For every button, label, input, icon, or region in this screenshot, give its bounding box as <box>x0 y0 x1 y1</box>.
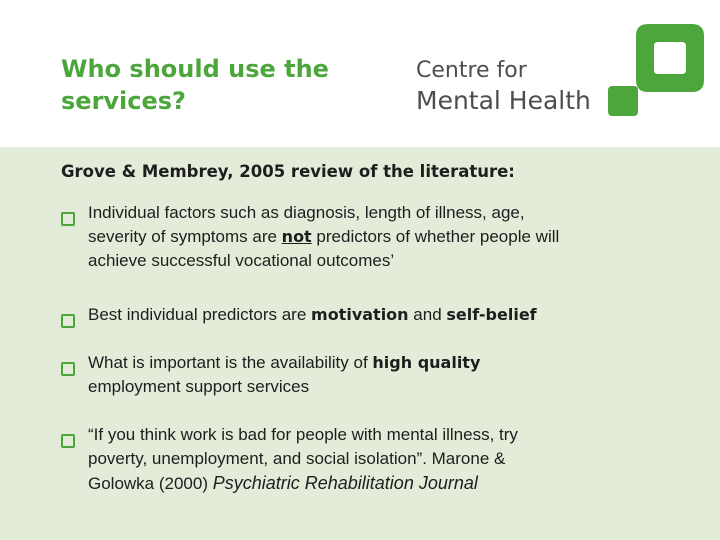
bullet-text <box>88 423 678 496</box>
bullet-square-icon <box>61 434 75 448</box>
text-run: What is important is the availability of <box>88 353 373 372</box>
content-panel <box>0 147 720 540</box>
bullet-text <box>88 201 678 273</box>
bullet-text <box>88 303 678 327</box>
bullet-line: achieve successful vocational outcomes’ <box>88 251 395 270</box>
journal-title: Psychiatric Rehabilitation Journal <box>212 473 478 493</box>
logo-line-2: Mental Health <box>416 86 591 115</box>
slide-title <box>61 53 391 117</box>
underlined-emphasis: not <box>281 227 312 246</box>
slide-header <box>0 0 720 147</box>
bullet-line: employment support services <box>88 377 310 396</box>
bullet-line <box>88 471 678 496</box>
bullet-line: Individual factors such as diagnosis, length of illness, age, <box>88 203 525 222</box>
section-subtitle: Grove & Membrey, 2005 review of the literature: <box>61 162 515 181</box>
bold-emphasis: self-belief <box>446 305 537 324</box>
slide-title-line: services? <box>61 87 186 115</box>
bold-emphasis: high quality <box>372 353 481 372</box>
bullet-square-icon <box>61 362 75 376</box>
bullet-line: “If you think work is bad for people with mental illness, try <box>88 425 518 444</box>
slide-title-line: Who should use the <box>61 55 329 83</box>
bullet-line: poverty, unemployment, and social isolation”. Marone & <box>88 449 506 468</box>
bullet-line <box>88 303 678 327</box>
logo-line-1: Centre for <box>416 58 527 83</box>
bold-emphasis: motivation <box>311 305 409 324</box>
text-run: Best individual predictors are <box>88 305 312 324</box>
logo-wordmark <box>416 60 591 113</box>
bullet-line <box>88 225 678 249</box>
logo-mark-icon <box>608 24 704 120</box>
bullet-square-icon <box>61 314 75 328</box>
bullet-line <box>88 351 678 375</box>
bullet-square-icon <box>61 212 75 226</box>
text-run: and <box>408 305 447 324</box>
text-run: predictors of whether people will <box>311 227 560 246</box>
text-run: Golowka (2000) <box>88 474 213 493</box>
bullet-text <box>88 351 678 399</box>
text-run: severity of symptoms are <box>88 227 282 246</box>
